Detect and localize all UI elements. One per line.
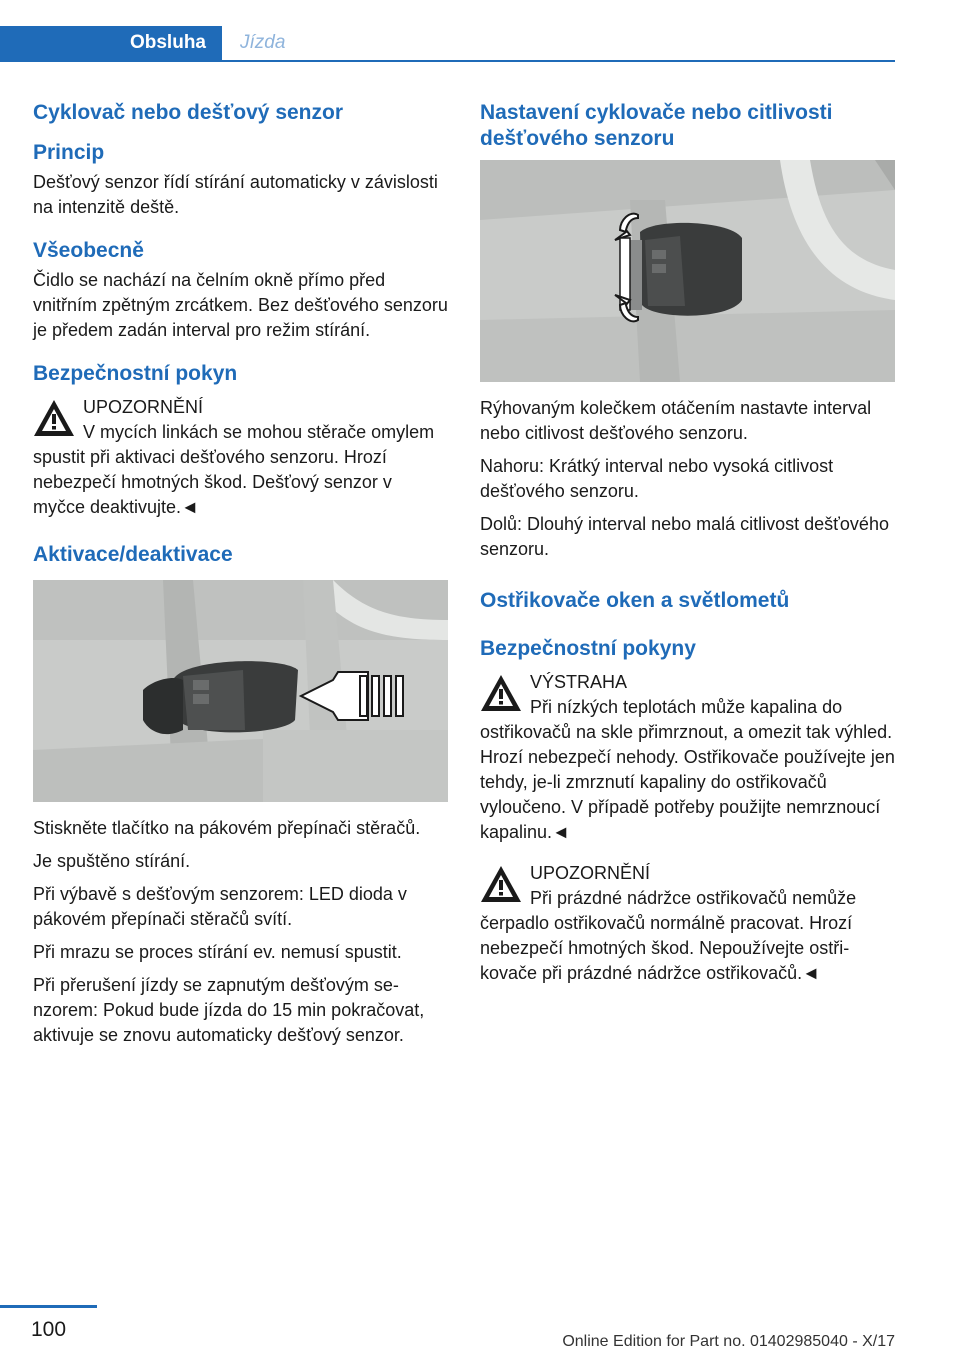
text-interval-2: Nahoru: Krátký interval nebo vysoká citlivost dešťového senzoru. xyxy=(480,456,834,501)
warning-text: V mycích linkách se mohou stěrače omylem spustit při aktivaci dešťového senzoru. Hrozí nebezpečí hmotných škod. Dešťový senzor v myčce deaktivujte.◄ xyxy=(33,422,435,517)
text-vseobecne: Čidlo se nachází na čelním okně přímo před vnitřním zpětným zrcátkem. Bez dešťového senzoru je předem zadán interval pro režim stírání. xyxy=(33,270,448,340)
heading-princip: Princip xyxy=(33,141,105,164)
text-activation-3: Při výbavě s dešťovým senzorem: LED dioda v pákovém přepínači stěračů svítí. xyxy=(33,884,407,929)
header-tabbar xyxy=(0,26,895,62)
heading-activation: Aktivace/deaktivace xyxy=(33,543,233,566)
text-princip: Dešťový senzor řídí stírání automaticky v závislosti na intenzitě deště. xyxy=(33,172,438,217)
heading-washers: Ostřikovače oken a světlometů xyxy=(480,589,790,612)
heading-safety-plural: Bezpečnostní pokyny xyxy=(480,637,696,660)
warning-text-2: Při prázdné nádržce ostřikovačů nemůže čerpadlo ostřikovačů normálně pracovat. Hrozí nebezpečí hmotných škod. Nepoužívejte ostřikovače při prázdné nádržce ostřikovačů.◄ xyxy=(480,888,857,983)
warning-triangle-icon xyxy=(33,399,75,437)
text-interval-3: Dolů: Dlouhý interval nebo malá citlivost dešťového senzoru. xyxy=(480,514,889,559)
right-column xyxy=(480,100,895,994)
warning-triangle-icon xyxy=(480,674,522,712)
warning-label: UPOZORNĚNÍ xyxy=(83,397,204,417)
warning-label-2: UPOZORNĚNÍ xyxy=(530,863,651,883)
section-title-interval: Nastavení cyklovače nebo citlivosti dešťového senzoru xyxy=(480,101,833,150)
warning-text-1: Při nízkých teplotách může kapalina do ostřikovačů na skle přimrznout, a omezit tak výhled. Hrozí nebezpečí nehody. Ostřikovače používejte jen tehdy, je-li zmrznutí kapaliny do ostřikovačů vyloučeno. V případě potřeby použijte nemrznoucí kapalinu.◄ xyxy=(480,697,895,842)
footer-divider xyxy=(0,1305,97,1308)
tab-obsluha[interactable]: Obsluha xyxy=(0,26,222,60)
edition-text: Online Edition for Part no. 01402985040 - X/17 xyxy=(562,1333,895,1350)
photo-wiper-button xyxy=(33,580,448,802)
heading-vseobecne: Všeobecně xyxy=(33,239,144,262)
tab-jizda[interactable]: Jízda xyxy=(240,32,286,53)
text-activation-2: Je spuštěno stírání. xyxy=(33,851,191,871)
warning-block-1 xyxy=(480,670,895,845)
left-column xyxy=(33,100,448,1056)
section-title-wiper: Cyklovač nebo dešťový senzor xyxy=(33,101,344,124)
warning-block xyxy=(33,395,448,520)
warning-block-2 xyxy=(480,861,895,986)
photo-wiper-wheel xyxy=(480,160,895,382)
text-activation-4: Při mrazu se proces stírání ev. nemusí spustit. xyxy=(33,942,402,962)
text-interval-1: Rýhovaným kolečkem otáčením nastavte interval nebo citlivost dešťového senzoru. xyxy=(480,398,872,443)
page-number: 100 xyxy=(30,1318,67,1341)
warning-label-1: VÝSTRAHA xyxy=(530,672,628,692)
text-activation-5: Při přerušení jízdy se zapnutým dešťovým senzorem: Pokud bude jízda do 15 min pokračovat, aktivuje se znovu automaticky dešťový senzor. xyxy=(33,975,425,1045)
heading-safety: Bezpečnostní pokyn xyxy=(33,362,238,385)
header-divider xyxy=(0,60,895,62)
warning-triangle-icon xyxy=(480,865,522,903)
text-activation-1: Stiskněte tlačítko na pákovém přepínači stěračů. xyxy=(33,818,421,838)
